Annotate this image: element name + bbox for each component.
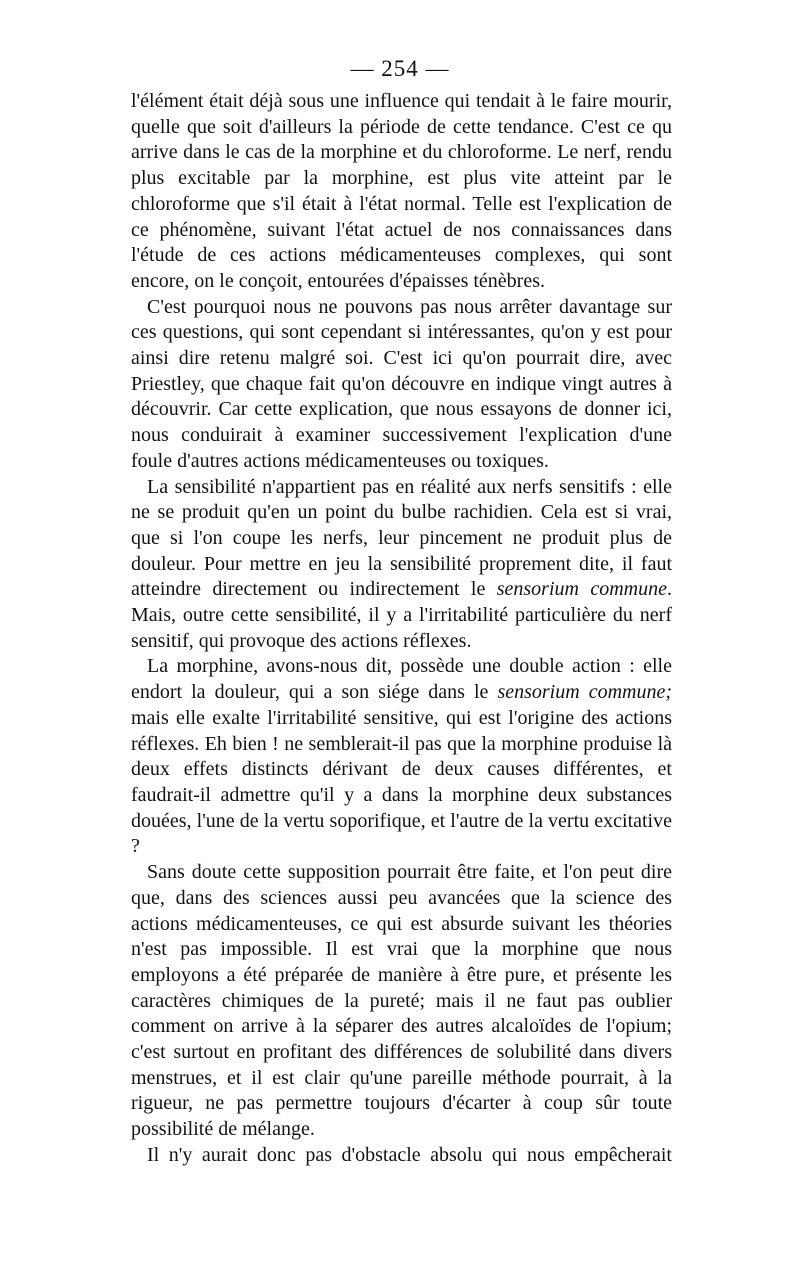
paragraph: [131, 475, 672, 655]
text-run: Il n'y aurait donc pas d'obstacle absolu qui nous empêcherait: [147, 1143, 672, 1166]
italic-term: sensorium commune: [496, 578, 667, 601]
italic-term: sensorium commune;: [497, 681, 672, 704]
page-number: — 254 —: [350, 56, 450, 81]
text-run: C'est pourquoi nous ne pouvons pas nous arrêter davantage sur ces questions, qui sont cependant si intéressantes, qu'on y est pour ainsi dire retenu malgré soi. C'est ici qu'on pourrait dire, avec Priestley, que chaque fait qu'on découvre en indique vingt autres à découvrir. Car cette explication, que nous essayons de donner ici, nous conduirait à examiner successivement l'explication d'une foule d'autres actions médicamenteuses ou toxiques.: [131, 295, 672, 472]
text-run: Sans doute cette supposition pourrait être faite, et l'on peut dire que, dans des sciences aussi peu avancées que la science des actions médicamenteuses, ce qui est absurde suivant les théories n'est pas impossible. Il est vrai que la morphine que nous employons a été préparée de manière à être pure, et présente les caractères chimiques de la pureté; mais il ne faut pas oublier comment on arrive à la séparer des autres alcaloïdes de l'opium; c'est surtout en profitant des différences de solubilité dans divers menstrues, et il est clair qu'une pareille méthode pourrait, à la rigueur, ne pas permettre toujours d'écarter à coup sûr toute possibilité de mélange.: [131, 861, 672, 1141]
text-run: . Mais, outre cette sensibilité, il y a l'irritabilité particulière du nerf sensitif, qui provoque des actions réflexes.: [131, 578, 672, 652]
paragraph: [131, 1143, 672, 1169]
text-run: La morphine, avons-nous dit, possède une double action : elle endort la douleur, qui a son siége dans le: [131, 655, 672, 704]
paragraph: [131, 89, 672, 295]
text-run: La sensibilité n'appartient pas en réalité aux nerfs sensitifs : elle ne se produit qu'en un point du bulbe rachidien. Cela est si vrai, que si l'on coupe les nerfs, leur pincement ne produit plus de douleur. Pour mettre en jeu la sensibilité proprement dite, il faut atteindre directement ou indirectement le: [131, 475, 672, 601]
paragraph: [131, 654, 672, 860]
paragraph: [131, 295, 672, 475]
text-run: l'élément était déjà sous une influence qui tendait à le faire mourir, quelle que soit d'ailleurs la période de cette tendance. C'est ce qu arrive dans le cas de la morphine et du chloroforme. Le nerf, rendu plus excitable par la morphine, est plus vite atteint par le chloroforme que s'il était à l'état normal. Telle est l'explication de ce phénomène, suivant l'état actuel de nos connaissances dans l'étude de ces actions médicamenteuses complexes, qui sont encore, on le conçoit, entourées d'épaisses ténèbres.: [131, 90, 672, 292]
paragraph: [131, 860, 672, 1143]
text-run: mais elle exalte l'irritabilité sensitive, qui est l'origine des actions réflexes. Eh bien ! ne semblerait-il pas que la morphine produise là deux effets distincts dérivant de deux causes différentes, et faudrait-il admettre qu'il y a dans la morphine deux substances douées, l'une de la vertu soporifique, et l'autre de la vertu excitative ?: [131, 706, 672, 858]
body-text: [131, 89, 672, 1169]
